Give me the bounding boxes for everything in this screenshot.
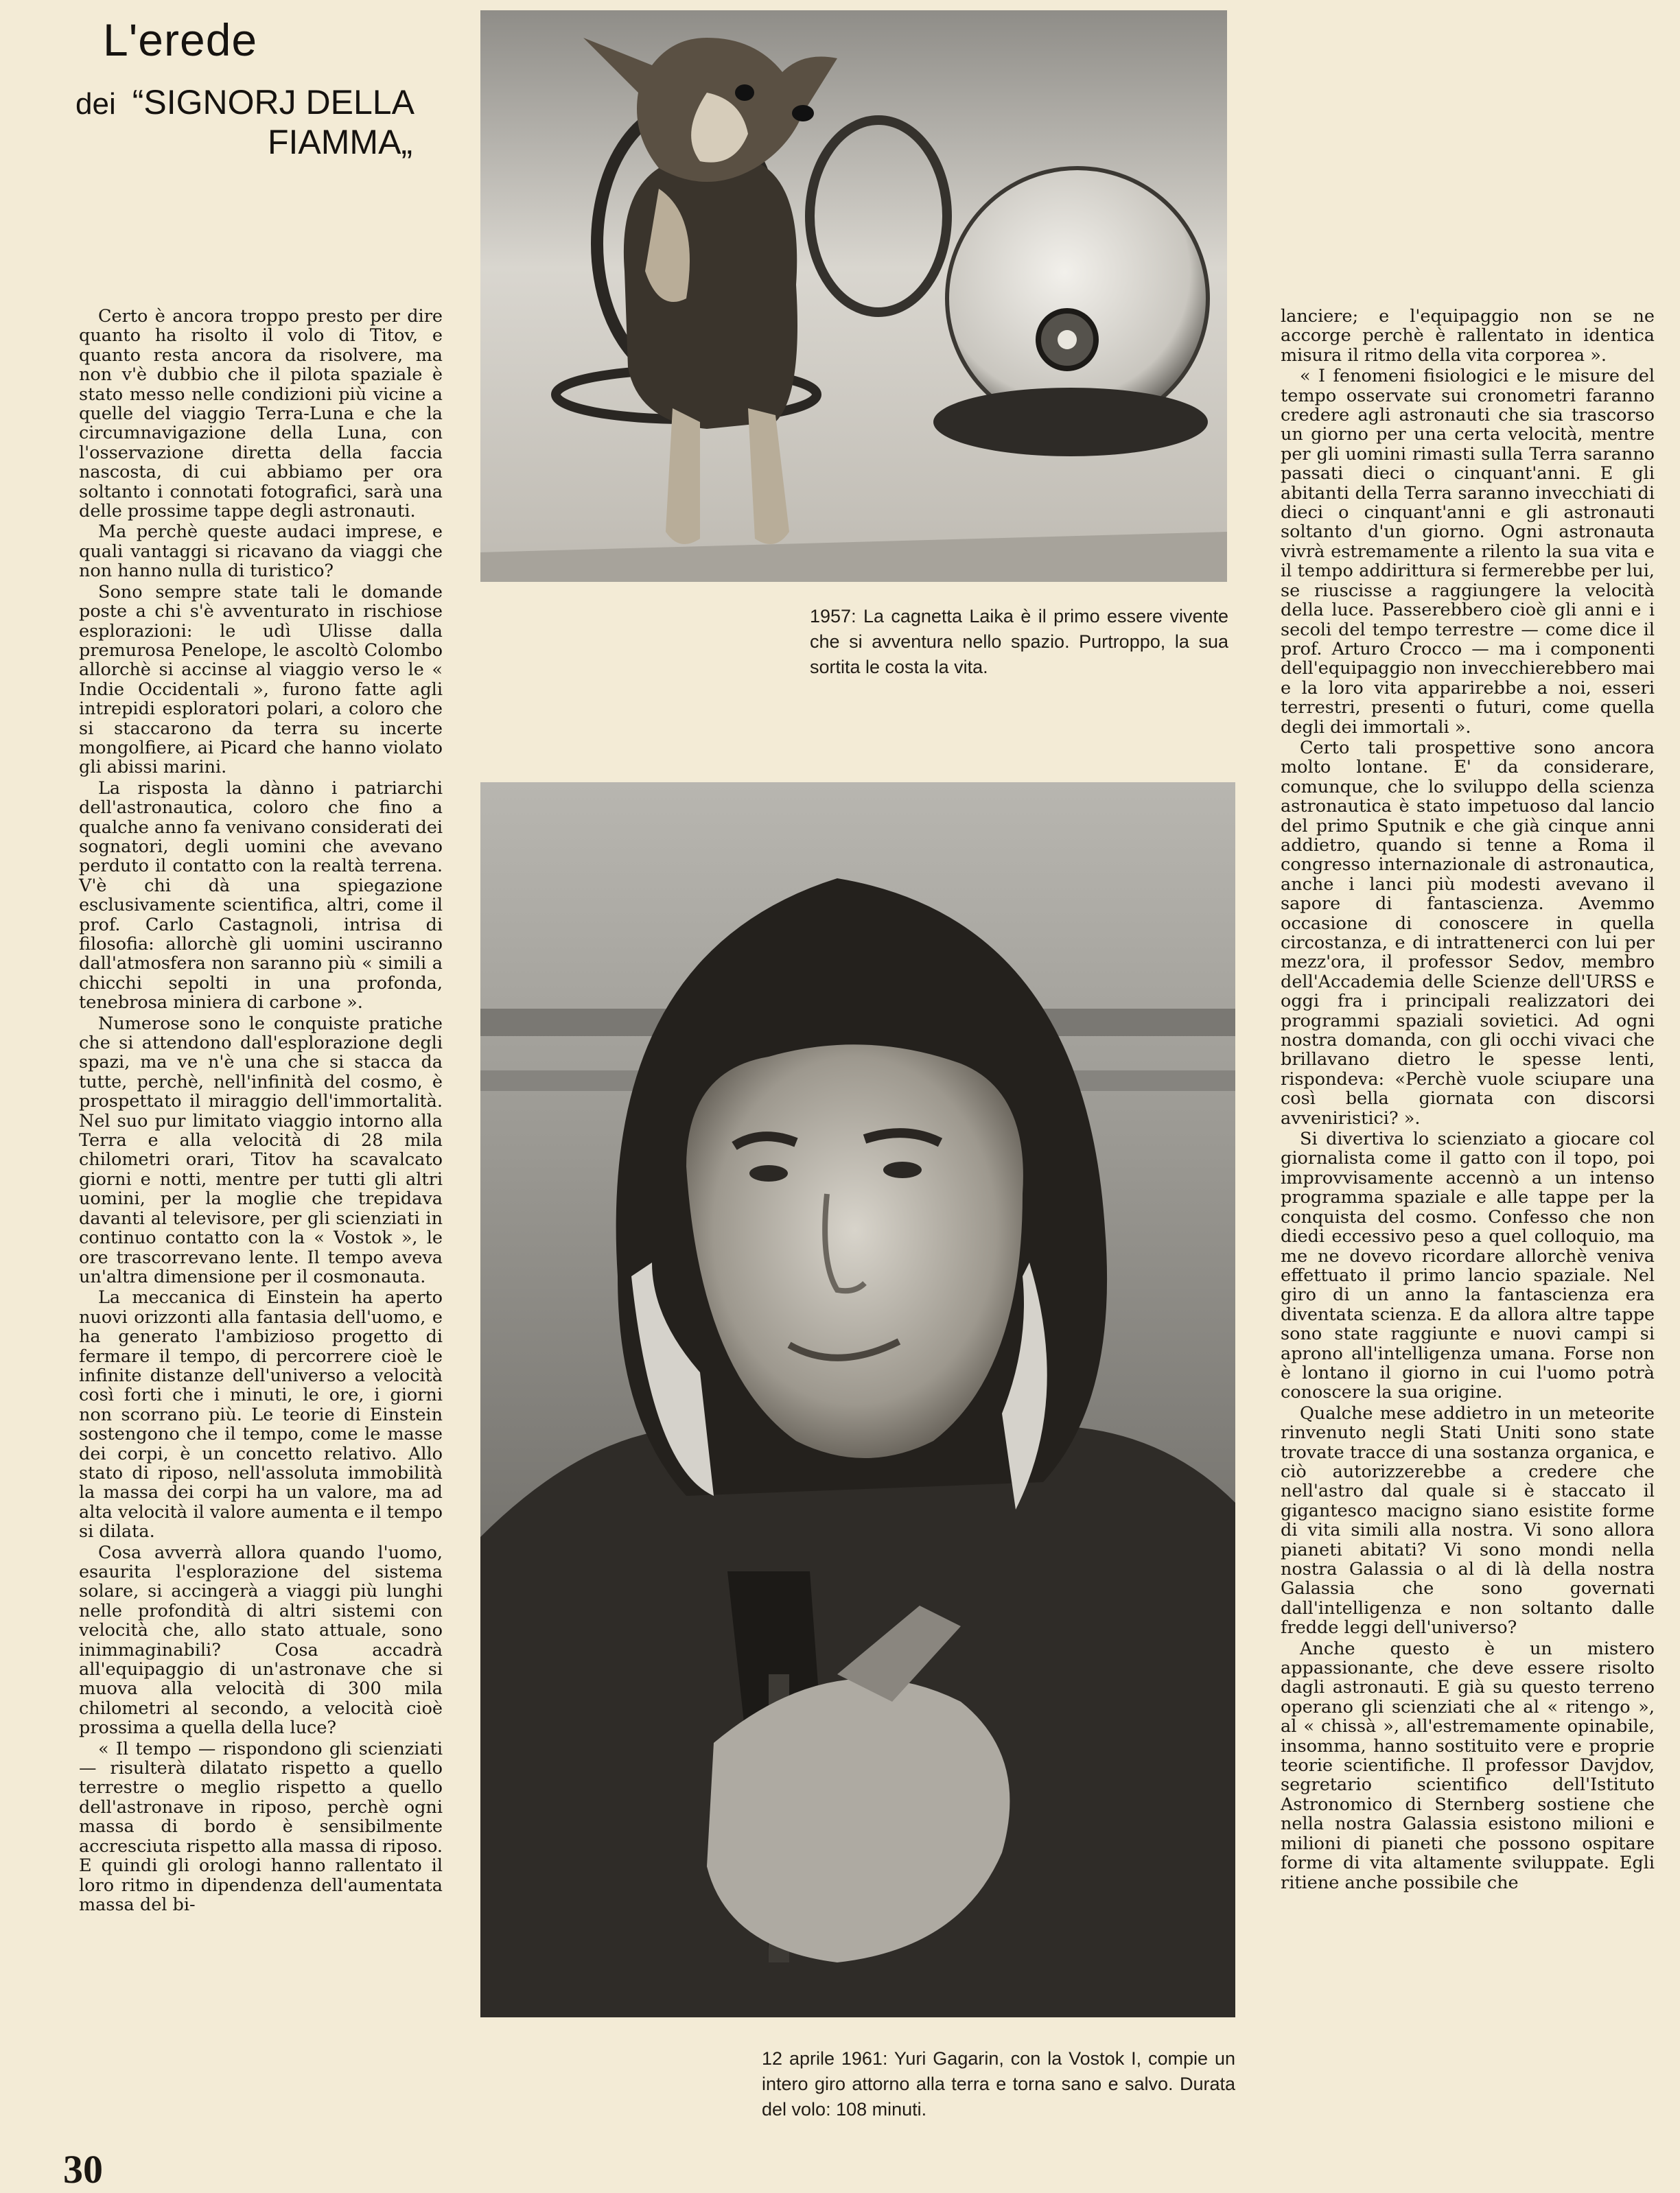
- left-text-column: [79, 307, 443, 1916]
- laika-photo: [480, 10, 1227, 582]
- gagarin-caption: 12 aprile 1961: Yuri Gagarin, con la Vostok I, compie un intero giro attorno alla terra e torna sano e salvo. Durata del volo: 108 minuti.: [762, 2048, 1235, 2120]
- subtitle-prefix: dei: [75, 87, 116, 121]
- paragraph: Qualche mese addietro in un meteorite rinvenuto negli Stati Uniti sono state trovate tracce di una sostanza organica, e ciò autorizzerebbe a credere che nell'astro dal quale si è staccato il gigantesco macigno siano esistite forme di vita simili alla nostra. Vi sono allora pianeti abitati? Vi sono mondi nella nostra Galassia o al di là della nostra Galassia che sono governati dall'intelligenza e non soltanto dalle fredde leggi dell'universo?: [1281, 1403, 1655, 1639]
- paragraph: Ma perchè queste audaci imprese, e quali vantaggi si ricavano da viaggi che non hanno nulla di turistico?: [79, 521, 443, 582]
- right-text-column: [1281, 307, 1655, 1894]
- paragraph: Sono sempre state tali le domande poste a chi s'è avventurato in rischiose esplorazioni: le udì Ulisse dalla premurosa Penelope, le ascoltò Colombo allorchè si accinse al viaggio verso le « Indie Occidentali », furono fatte agli intrepidi esploratori polari, a coloro che si staccarono da terra su incerte mongolfiere, ai Picard che hanno violato gli abissi marini.: [79, 581, 443, 778]
- paragraph: Si divertiva lo scienziato a giocare col giornalista come il gatto con il topo, poi improvvisamente accennò a un intenso programma spaziale e alle tappe per la conquista del cosmo. Confesso che non diedi eccessivo peso a quel colloquio, ma me ne dovevo ricordare allorchè veniva effettuato il primo lancio spaziale. Nel giro di un anno la fantascienza era diventata scienza. E da allora altre tappe sono state raggiunte e nuovi campi si aprono all'intelligenza umana. Forse non è lontano il giorno in cui l'uomo potrà conoscere la sua origine.: [1281, 1129, 1655, 1403]
- article-subtitle-line1: [75, 82, 415, 122]
- paragraph: Anche questo è un mistero appassionante, che deve essere risolto dagli astronauti. E già su questo terreno operano gli scienziati che al « ritengo », al « chissà », all'estremamente opinabile, insomma, hanno sostituito vere e proprie teorie scientifiche. Il professor Davjdov, segretario scientifico dell'Istituto Astronomico di Sternberg sostiene che nella nostra Galassia esistono milioni e milioni di pianeti che possono ospitare forme di vita altamente sviluppate. Egli ritiene anche possibile che: [1281, 1638, 1655, 1893]
- paragraph: Numerose sono le conquiste pratiche che si attendono dall'esplorazione degli spazi, ma ve n'è una che si stacca da tutte, perchè, nell'infinità del cosmo, è prospettato il miraggio dell'immortalità. Nel suo pur limitato viaggio intorno alla Terra e alla velocità di 28 mila chilometri orari, Titov ha scavalcato giorni e notti, mentre per tutti gli altri uomini, per la moglie che trepidava davanti al televisore, per gli scienziati in continuo contatto con la « Vostok », le ore trascorrevano lente. Il tempo aveva un'altra dimensione per il cosmonauta.: [79, 1013, 443, 1287]
- paragraph: Certo tali prospettive sono ancora molto lontane. E' da considerare, comunque, che lo sviluppo della scienza astronautica è stato impetuoso dal lancio del primo Sputnik e che già cinque anni addietro, quando si tenne a Roma il congresso internazionale di astronautica, anche i lanci più modesti avevano il sapore di fantascienza. Avemmo occasione di conoscere in quella circostanza, e di intrattenerci con lui per mezz'ora, il professor Sedov, membro dell'Accademia delle Scienze dell'URSS e oggi fra i principali realizzatori dei programmi spaziali sovietici. Ad ogni nostra domanda, con gli occhi vivaci che brillavano dietro le spesse lenti, rispondeva: «Perchè vuole sciupare una così bella giornata con discorsi avveniristici? ».: [1281, 737, 1655, 1129]
- article-subtitle-line2: FIAMMA„: [268, 123, 413, 161]
- paragraph: Certo è ancora troppo presto per dire quanto ha risolto il volo di Titov, e quanto resta ancora da risolvere, ma non v'è dubbio che il pilota spaziale è stato messo nelle condizioni più vicine a quelle del viaggio Terra-Luna e che la circumnavigazione della Luna, con l'osservazione diretta della faccia nascosta, di cui abbiamo per ora soltanto i connotati fotografici, sarà una delle prossime tappe degli astronauti.: [79, 306, 443, 522]
- laika-caption: 1957: La cagnetta Laika è il primo essere vivente che si avventura nello spazio. Purtroppo, la sua sortita le costa la vita.: [810, 606, 1228, 677]
- gagarin-photo: [480, 782, 1235, 2017]
- paragraph: lanciere; e l'equipaggio non se ne accorge perchè è rallentato in identica misura il ritmo della vita corporea ».: [1281, 306, 1655, 366]
- paragraph: Cosa avverrà allora quando l'uomo, esaurita l'esplorazione del sistema solare, si accingerà a viaggi più lunghi nelle profondità di altri sistemi con velocità che, allo stato attuale, sono inimmaginabili? Cosa accadrà all'equipaggio di un'astronave che si muova alla velocità di 300 mila chilometri al secondo, a velocità cioè prossima a quella della luce?: [79, 1542, 443, 1739]
- paragraph: « I fenomeni fisiologici e le misure del tempo osservate sui cronometri faranno credere agli astronauti che sia trascorso un giorno per una certa velocità, mentre per gli uomini rimasti sulla Terra saranno passati dieci o cinquant'anni. E gli abitanti della Terra saranno invecchiati di dieci o cinquant'anni e gli astronauti soltanto d'un giorno. Ogni astronauta vivrà estremamente a rilento la sua vita e il tempo addirittura si fermerebbe per lui, se riuscisse a raggiungere la velocità della luce. Passerebbero cioè gli anni e i secoli del tempo terrestre — come dice il prof. Arturo Crocco — ma i componenti dell'equipaggio non invecchierebbero mai e la loro vita apparirebbe a noi, esseri terrestri, presenti o futuri, come quella degli dei immortali ».: [1281, 366, 1655, 738]
- page-number: 30: [63, 2147, 103, 2192]
- paragraph: « Il tempo — rispondono gli scienziati — risulterà dilatato rispetto a quello terrestre o meglio rispetto a quello dell'astronave in riposo, perchè ogni massa di bordo è sensibilmente accresciuta rispetto alla massa di riposo. E quindi gli orologi hanno rallentato il loro ritmo in dipendenza dell'aumentata massa del bi-: [79, 1738, 443, 1915]
- article-title: L'erede: [103, 14, 258, 65]
- paragraph: La meccanica di Einstein ha aperto nuovi orizzonti alla fantasia dell'uomo, e ha generato l'ambizioso progetto di fermare il tempo, di percorrere cioè le infinite distanze dell'universo a velocità così forti che i minuti, le ore, i giorni non scorrano più. Le teorie di Einstein sostengono che il tempo, come le masse dei corpi, è un concetto relativo. Allo stato di riposo, nell'assoluta immobilità la massa dei corpi ha un valore, ma ad alta velocità il valore aumenta e il tempo si dilata.: [79, 1287, 443, 1543]
- laika-photo-illustration: [480, 10, 1227, 582]
- gagarin-photo-illustration: [480, 782, 1235, 2017]
- paragraph: La risposta la dànno i patriarchi dell'astronautica, coloro che fino a qualche anno fa venivano considerati dei sognatori, degli uomini che avevano perduto il contatto con la realtà terrena. V'è chi dà una spiegazione esclusivamente scientifica, altri, come il prof. Carlo Castagnoli, intrisa di filosofia: allorchè gli uomini usciranno dall'atmosfera non saranno più « simili a chicchi sepolti in una profonda, tenebrosa miniera di carbone ».: [79, 777, 443, 1013]
- subtitle-text-1: “SIGNORJ DELLA: [132, 83, 415, 121]
